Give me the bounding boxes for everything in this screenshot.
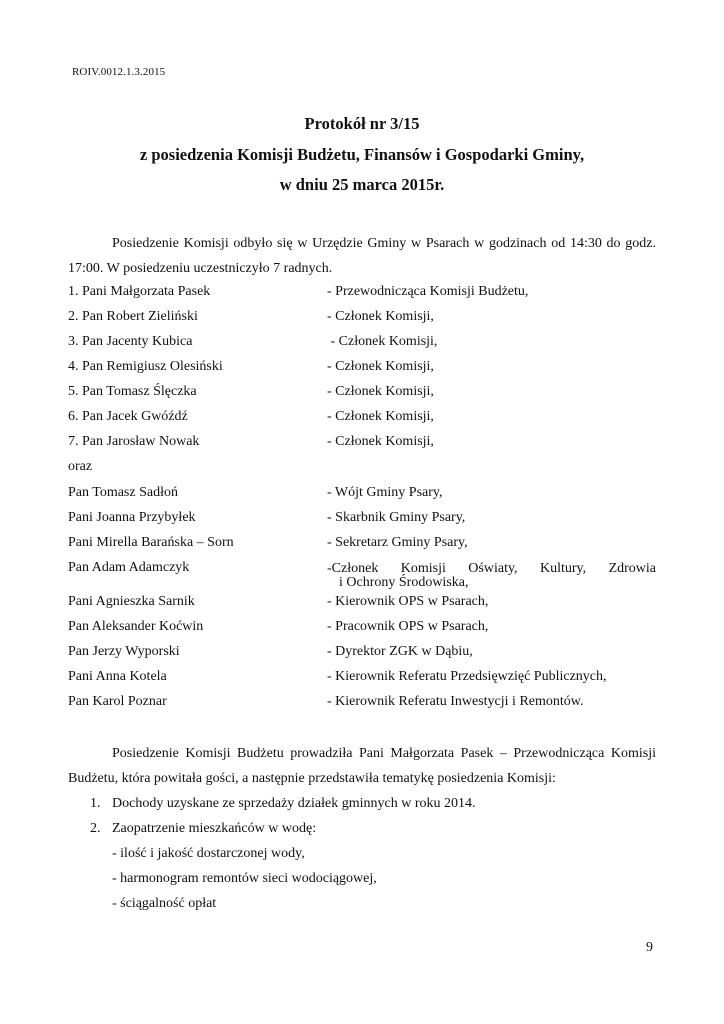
guest-name: Pan Jerzy Wyporski — [68, 644, 180, 659]
guest-name: Pan Tomasz Sadłoń — [68, 485, 178, 500]
document-reference: ROIV.0012.1.3.2015 — [72, 66, 166, 78]
meeting-text: Posiedzenie Komisji Budżetu prowadziła Pani Małgorzata Pasek – Przewodnicząca Komisji Budżetu, która powitała gości, a następnie przedstawiła tematykę posiedzenia Komisji: — [68, 746, 656, 786]
guest-role: - Kierownik Referatu Inwestycji i Remontów. — [327, 694, 584, 709]
guest-name: Pani Agnieszka Sarnik — [68, 594, 195, 609]
agenda-number: 1. — [90, 796, 101, 811]
guest-role: - Sekretarz Gminy Psary, — [327, 535, 468, 550]
guest-role-word: Zdrowia — [608, 561, 656, 576]
member-role: - Członek Komisji, — [327, 359, 434, 374]
member-role: - Członek Komisji, — [327, 334, 438, 349]
member-role: - Członek Komisji, — [327, 434, 434, 449]
agenda-text: Zaopatrzenie mieszkańców w wodę: — [112, 821, 317, 836]
guest-role: - Wójt Gminy Psary, — [327, 485, 443, 500]
guest-role-word: Oświaty, — [468, 561, 518, 576]
protocol-subtitle: z posiedzenia Komisji Budżetu, Finansów i Gospodarki Gminy, — [139, 145, 585, 164]
agenda-subitem: - ściągalność opłat — [112, 896, 217, 911]
guest-name: Pani Joanna Przybyłek — [68, 510, 196, 525]
guest-name: Pani Mirella Barańska – Sorn — [68, 535, 234, 550]
agenda-subitem: - ilość i jakość dostarczonej wody, — [112, 846, 305, 861]
member-name: 7. Pan Jarosław Nowak — [68, 434, 200, 449]
intro-text: Posiedzenie Komisji odbyło się w Urzędzie Gminy w Psarach w godzinach od 14:30 do godz. 17:00. W posiedzeniu uczestniczyło 7 radnych. — [68, 236, 656, 276]
guest-name: Pani Anna Kotela — [68, 669, 167, 684]
protocol-date: w dniu 25 marca 2015r. — [279, 175, 445, 194]
member-name: 4. Pan Remigiusz Olesiński — [68, 359, 223, 374]
agenda-number: 2. — [90, 821, 101, 836]
meeting-paragraph — [68, 741, 656, 791]
guest-role-word: Kultury, — [539, 561, 587, 576]
guest-role: - Skarbnik Gminy Psary, — [327, 510, 466, 525]
guest-role: - Kierownik Referatu Przedsięwzięć Publicznych, — [327, 669, 607, 684]
intro-paragraph — [68, 231, 656, 281]
guest-role-word: -Członek — [327, 561, 379, 576]
member-role: - Członek Komisji, — [327, 309, 434, 324]
member-name: 5. Pan Tomasz Ślęczka — [68, 384, 197, 399]
protocol-title: Protokół nr 3/15 — [304, 114, 420, 133]
member-name: 3. Pan Jacenty Kubica — [68, 334, 193, 349]
member-role: - Przewodnicząca Komisji Budżetu, — [327, 284, 529, 299]
member-name: 2. Pan Robert Zieliński — [68, 309, 198, 324]
agenda-subitem: - harmonogram remontów sieci wodociągowej, — [112, 871, 377, 886]
oraz-label: oraz — [68, 459, 93, 474]
guest-role: - Dyrektor ZGK w Dąbiu, — [327, 644, 473, 659]
member-role: - Członek Komisji, — [327, 409, 434, 424]
agenda-text: Dochody uzyskane ze sprzedaży działek gminnych w roku 2014. — [112, 796, 476, 811]
guest-role: - Kierownik OPS w Psarach, — [327, 594, 489, 609]
member-name: 6. Pan Jacek Gwóźdź — [68, 409, 188, 424]
guest-name: Pan Karol Poznar — [68, 694, 167, 709]
page-number: 9 — [646, 940, 653, 955]
member-name: 1. Pani Małgorzata Pasek — [68, 284, 211, 299]
member-role: - Członek Komisji, — [327, 384, 434, 399]
guest-role — [327, 562, 656, 590]
guest-role: - Pracownik OPS w Psarach, — [327, 619, 489, 634]
guest-name: Pan Adam Adamczyk — [68, 560, 190, 575]
guest-role-word: Komisji — [400, 561, 446, 576]
guest-role-continuation: i Ochrony Środowiska, — [339, 575, 469, 590]
guest-name: Pan Aleksander Koćwin — [68, 619, 204, 634]
